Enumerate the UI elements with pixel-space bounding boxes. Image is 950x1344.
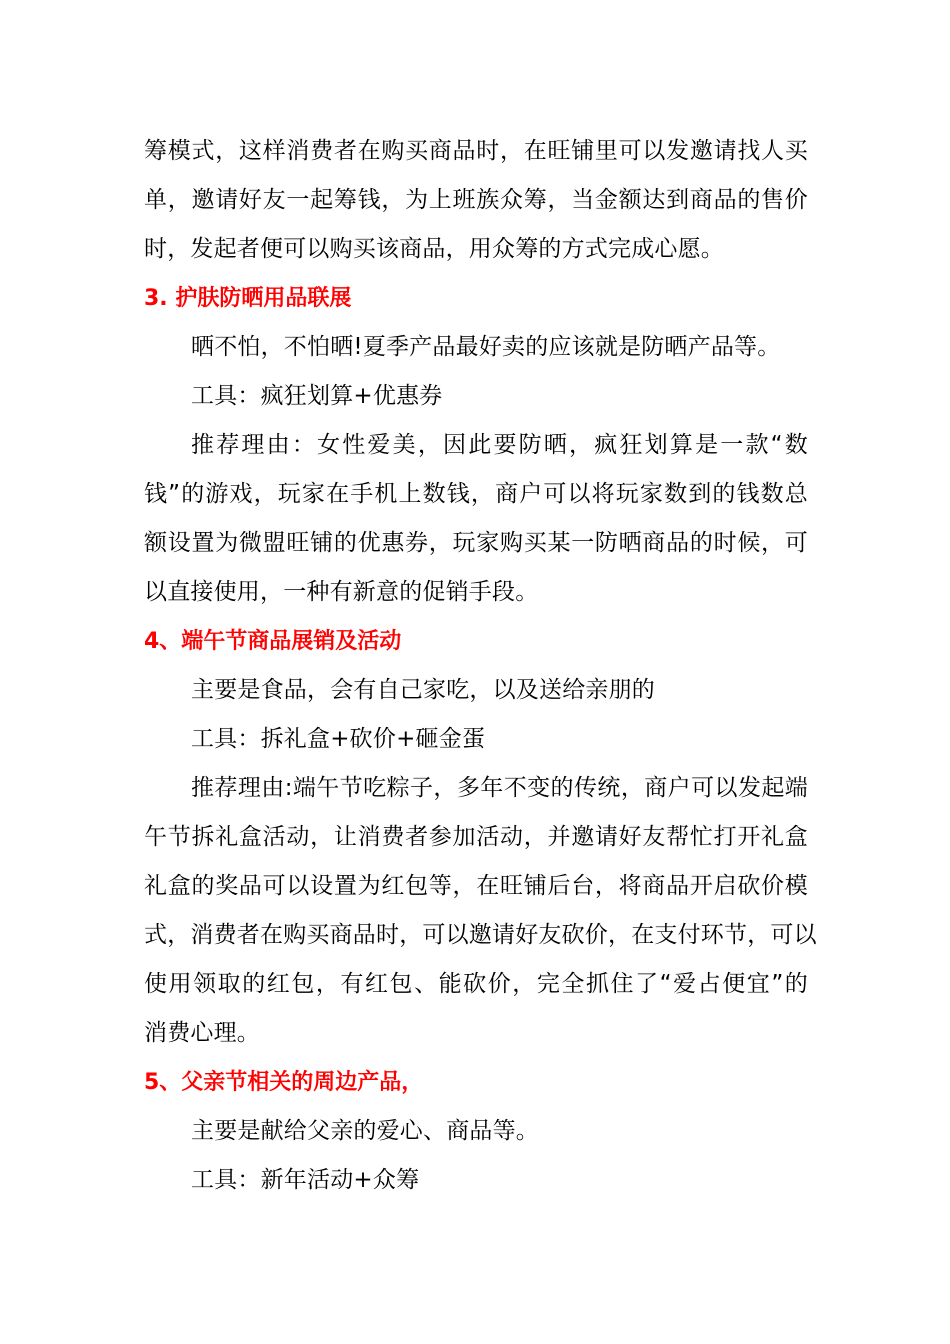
reason-line-3a: 推荐理由：女性爱美，因此要防晒，疯狂划算是一款“数 <box>191 432 808 458</box>
body-line-2: 单，邀请好友一起筹钱，为上班族众筹，当金额达到商品的售价 <box>144 187 808 213</box>
reason-line-4e: 使用领取的红包，有红包、能砍价，完全抓住了“爱占便宜”的 <box>144 971 808 997</box>
section-heading-4: 4、端午节商品展销及活动 <box>144 629 402 654</box>
tools-line-5: 工具：新年活动+众筹 <box>191 1167 420 1193</box>
reason-line-4a: 推荐理由:端午节吃粽子，多年不变的传统，商户可以发起端 <box>191 775 808 801</box>
reason-line-3b: 钱”的游戏，玩家在手机上数钱，商户可以将玩家数到的钱数总 <box>144 481 808 507</box>
tools-line-3: 工具：疯狂划算+优惠券 <box>191 383 443 409</box>
reason-line-4b: 午节拆礼盒活动，让消费者参加活动，并邀请好友帮忙打开礼盒 <box>144 824 808 850</box>
reason-line-4f: 消费心理。 <box>144 1020 260 1046</box>
reason-line-4c: 礼盒的奖品可以设置为红包等，在旺铺后台，将商品开启砍价模 <box>144 873 808 899</box>
body-line-12: 主要是食品，会有自己家吃，以及送给亲朋的 <box>191 677 655 703</box>
section-heading-3: 3. 护肤防晒用品联展 <box>144 286 352 311</box>
body-line-1: 筹模式，这样消费者在购买商品时，在旺铺里可以发邀请找人买 <box>144 138 808 164</box>
tools-line-4: 工具：拆礼盒+砍价+砸金蛋 <box>191 726 486 752</box>
reason-line-3d: 以直接使用，一种有新意的促销手段。 <box>144 579 539 605</box>
reason-line-3c: 额设置为微盟旺铺的优惠券，玩家购买某一防晒商品的时候，可 <box>144 530 808 556</box>
reason-line-4d: 式，消费者在购买商品时，可以邀请好友砍价，在支付环节，可以 <box>144 922 817 948</box>
section-heading-5: 5、父亲节相关的周边产品， <box>144 1070 424 1095</box>
body-line-3: 时，发起者便可以购买该商品，用众筹的方式完成心愿。 <box>144 236 724 262</box>
body-line-5: 晒不怕，不怕晒!夏季产品最好卖的应该就是防晒产品等。 <box>191 334 781 360</box>
document-page <box>144 127 817 1205</box>
body-line-21: 主要是献给父亲的爱心、商品等。 <box>191 1118 539 1144</box>
